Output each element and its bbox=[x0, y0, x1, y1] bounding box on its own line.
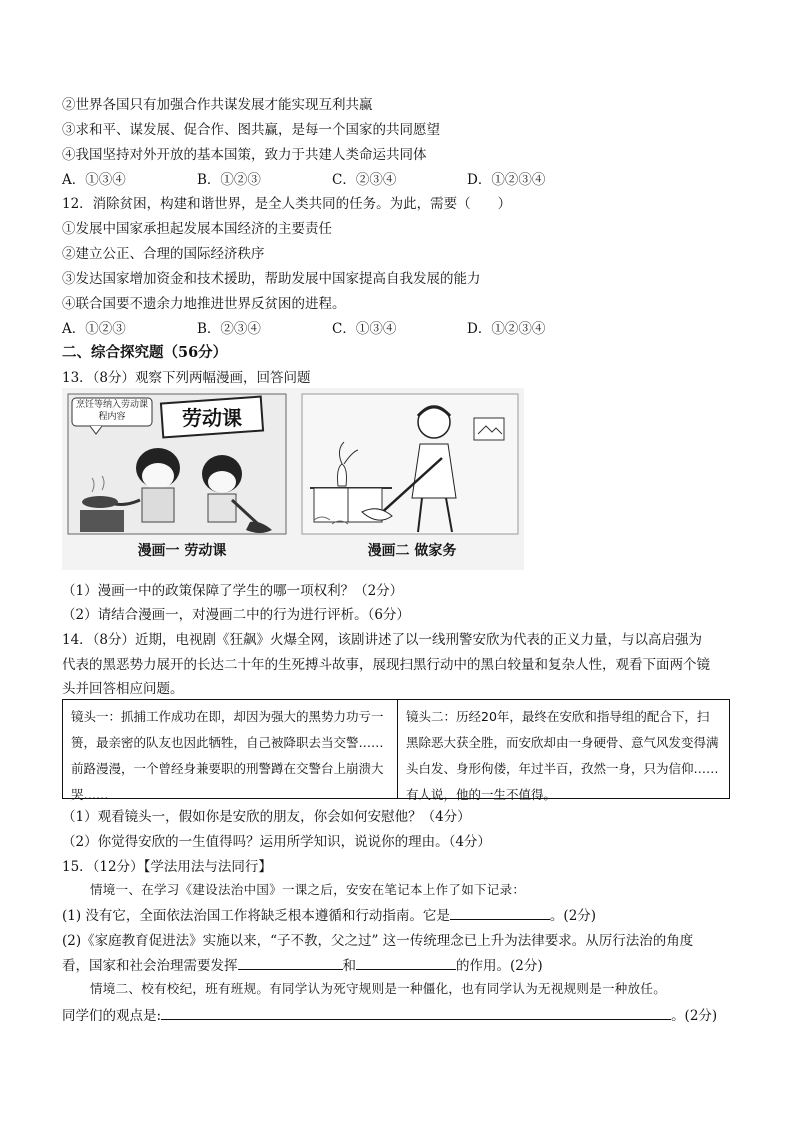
bubble-text: 烹饪等纳入劳动课程内容 bbox=[75, 400, 148, 422]
q15-q2-and: 和 bbox=[342, 958, 356, 974]
vase bbox=[338, 464, 347, 486]
q14-question-1: （1）观看镜头一，假如你是安欣的朋友，你会如何安慰他？（4分） bbox=[62, 809, 471, 825]
section-2-heading: 二、综合探究题（56分） bbox=[62, 344, 228, 361]
comic-2-housework bbox=[302, 394, 518, 534]
q15-question-2-line-2 bbox=[62, 954, 543, 974]
q11-statement-4: ④我国坚持对外开放的基本国策，致力于共建人类命运共同体 bbox=[62, 147, 427, 163]
q14-question-2: （2）你觉得安欣的一生值得吗？运用所学知识，说说你的理由。（4分） bbox=[62, 834, 491, 850]
q11-options bbox=[62, 168, 682, 188]
q13-question-1: （1）漫画一中的政策保障了学生的哪一项权利？（2分） bbox=[62, 583, 404, 599]
q13-question-2: （2）请结合漫画一，对漫画二中的行为进行评析。（6分） bbox=[62, 607, 410, 623]
q11-statement-2: ②世界各国只有加强合作共谋发展才能实现互利共赢 bbox=[62, 97, 373, 113]
q12-option-a[interactable]: A．①②③ bbox=[62, 321, 126, 337]
q12-statement-4: ④联合国要不遗余力地推进世界反贫困的进程。 bbox=[62, 296, 346, 312]
scene-1: 镜头一：抓捕工作成功在即，却因为强大的黑势力功亏一篑，最亲密的队友也因此牺牲，自己被降职去当交警……前路漫漫，一个曾经身兼要职的刑警蹲在交警台上崩溃大哭…… bbox=[63, 700, 398, 798]
q15-q3-text: 同学们的观点是: bbox=[62, 1008, 162, 1024]
q11-statement-3: ③求和平、谋发展、促合作、图共赢，是每一个国家的共同愿望 bbox=[62, 122, 440, 138]
q11-option-d[interactable]: D．①②③④ bbox=[467, 172, 546, 188]
q12-statement-3: ③发达国家增加资金和技术援助，帮助发展中国家提高自我发展的能力 bbox=[62, 271, 481, 287]
q14-stem-line-3: 头并回答相应问题。 bbox=[62, 681, 184, 697]
comic-1-labor-class bbox=[68, 394, 286, 534]
q12-statement-2: ②建立公正、合理的国际经济秩序 bbox=[62, 246, 265, 262]
q15-question-1 bbox=[62, 904, 596, 924]
comic-drawing bbox=[62, 388, 524, 570]
q15-q1-score: 。(2分) bbox=[549, 908, 597, 924]
q12-option-c[interactable]: C．①③④ bbox=[332, 321, 397, 337]
q13-stem: 13．（8分）观察下列两幅漫画，回答问题 bbox=[62, 370, 311, 386]
q14-stem-line-1: 14．（8分）近期，电视剧《狂飙》火爆全网，该剧讲述了以一线刑警安欣为代表的正义力量，与以高启强为 bbox=[62, 632, 703, 648]
q15-q2-text: 看，国家和社会治理需要发挥 bbox=[62, 958, 238, 974]
scene-2: 镜头二：历经20年，最终在安欣和指导组的配合下，扫黑除恶大获全胜，而安欣却由一身硬骨、意气风发变得满头白发、身形佝偻，年过半百，孜然一身，只为信仰……有人说，他的一生不值得。 bbox=[406, 709, 719, 802]
q15-q2-score: 的作用。(2分) bbox=[456, 958, 543, 974]
q12-statement-1: ①发展中国家承担起发展本国经济的主要责任 bbox=[62, 221, 332, 237]
q15-q1-text: (1) 没有它，全面依法治国工作将缺乏根本遵循和行动指南。它是 bbox=[62, 908, 450, 924]
q14-stem-line-2: 代表的黑恶势力展开的长达二十年的生死搏斗故事，展现扫黑行动中的黑白较量和复杂人性，观看下面两个镜 bbox=[62, 657, 710, 673]
q15-question-3 bbox=[62, 1004, 717, 1024]
comic-illustration bbox=[62, 388, 524, 570]
q15-q2-answer-blank-1[interactable] bbox=[238, 957, 343, 970]
q12-options bbox=[62, 317, 682, 337]
q15-q3-score: 。(2分) bbox=[671, 1008, 718, 1024]
q14-scene-table bbox=[62, 699, 730, 802]
q12-stem: 12．消除贫困，构建和谐世界，是全人类共同的任务。为此，需要（ ） bbox=[62, 196, 512, 212]
q12-option-d[interactable]: D．①②③④ bbox=[467, 321, 546, 337]
q11-option-b[interactable]: B．①②③ bbox=[197, 172, 261, 188]
q15-stem: 15．（12分）【学法用法与法同行】 bbox=[62, 859, 272, 875]
comic-1-caption: 漫画一 劳动课 bbox=[137, 543, 227, 559]
q15-q2-answer-blank-2[interactable] bbox=[356, 957, 456, 970]
q15-q3-answer-blank[interactable] bbox=[161, 1007, 671, 1020]
labor-class-title: 劳动课 bbox=[182, 406, 242, 430]
q15-q1-answer-blank[interactable] bbox=[450, 907, 550, 920]
q15-question-2-line-1: (2)《家庭教育促进法》实施以来，“子不教，父之过” 这一传统理念已上升为法律要求。从厉行法治的角度 bbox=[62, 933, 694, 949]
q15-context-2: 情境二、校有校纪，班有班规。有同学认为死守规则是一种僵化，也有同学认为无视规则是一种放任。 bbox=[90, 981, 667, 996]
frying-pan bbox=[82, 496, 118, 508]
q12-option-b[interactable]: B．②③④ bbox=[197, 321, 261, 337]
q11-option-c[interactable]: C．②③④ bbox=[332, 172, 397, 188]
q11-option-a[interactable]: A．①③④ bbox=[62, 172, 126, 188]
q15-context-1: 情境一、在学习《建设法治中国》一课之后，安安在笔记本上作了如下记录： bbox=[90, 882, 526, 897]
comic-2-caption: 漫画二 做家务 bbox=[367, 543, 457, 559]
